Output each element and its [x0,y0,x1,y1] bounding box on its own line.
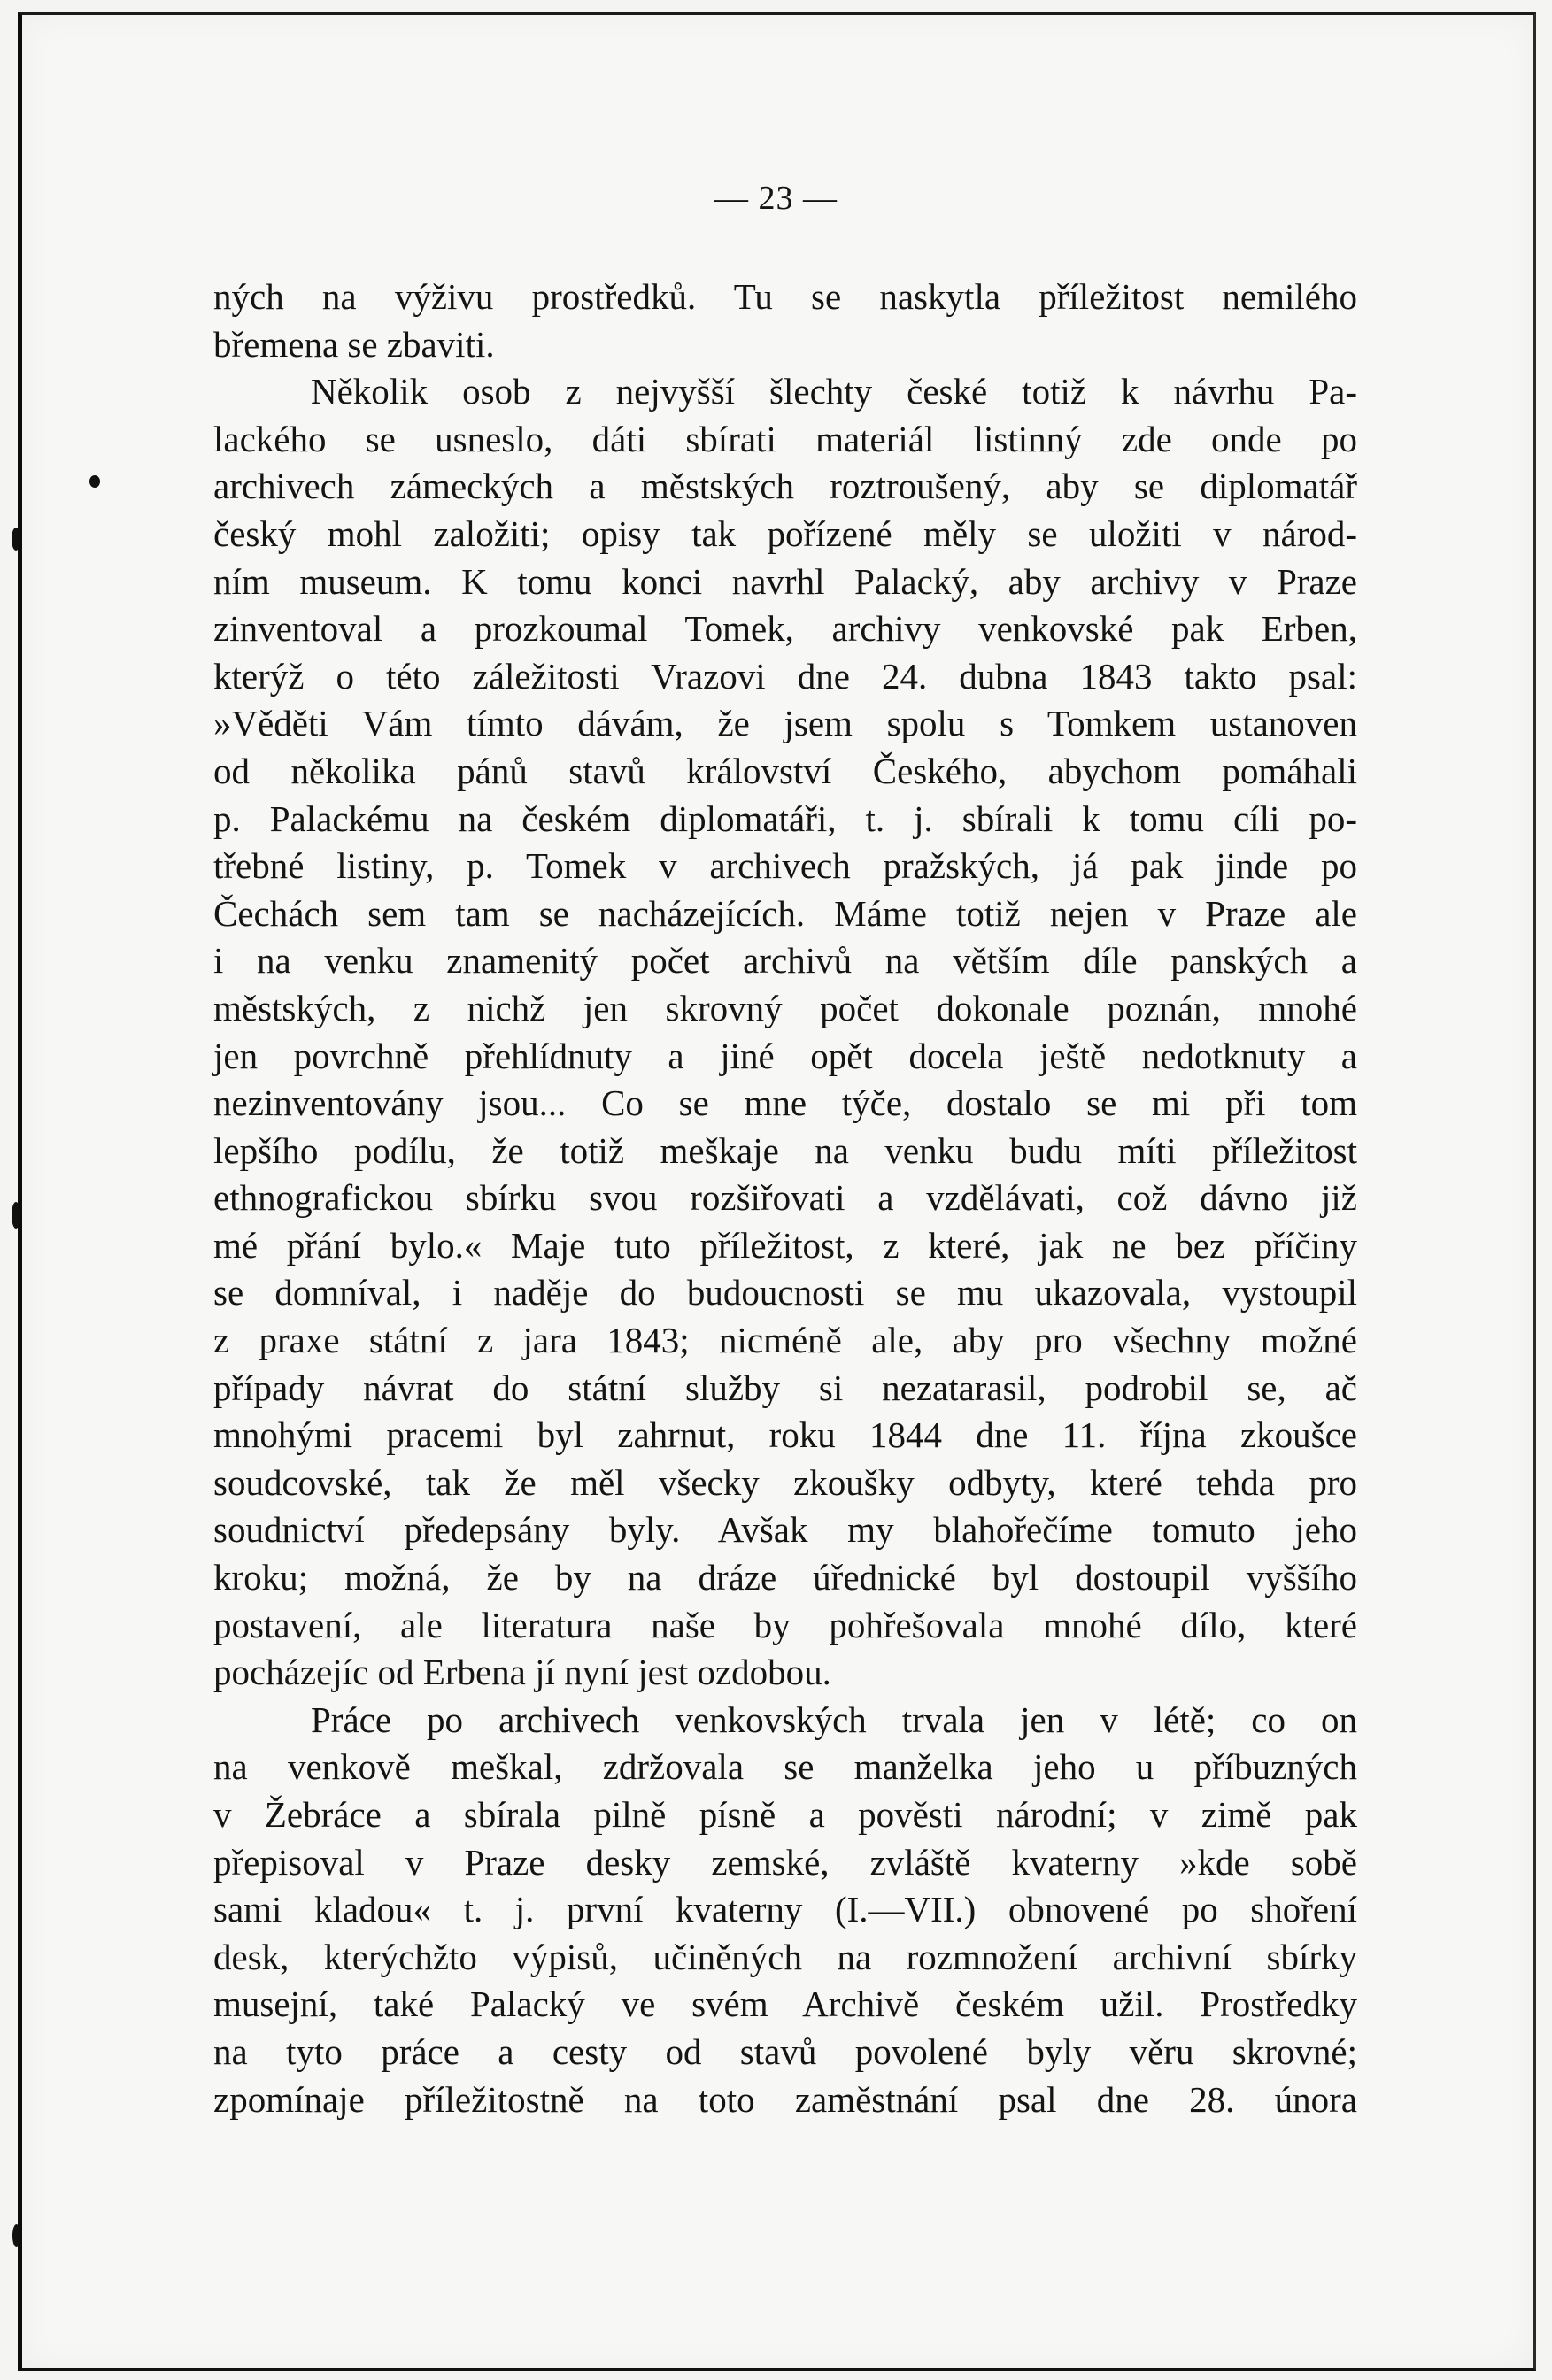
text-line: třebné listiny, p. Tomek v archivech pražských, já pak jinde po [213,845,1357,887]
text-line: od několika pánů stavů království Českého, abychom pomáhali [213,750,1357,791]
text-line: z praxe státní z jara 1843; nicméně ale, aby pro všechny možné [213,1320,1357,1361]
margin-speck [12,528,20,551]
text-line: ním museum. K tomu konci navrhl Palacký, aby archivy v Praze [213,560,1357,602]
paragraph [213,273,1357,368]
text-line: pocházejíc od Erbena jí nyní jest ozdobou. [213,1652,831,1693]
text-line: lackého se usneslo, dáti sbírati materiál listinný zde onde po [213,418,1357,459]
text-line: český mohl založiti; opisy tak pořízené měly se uložiti v národ- [213,512,1357,554]
text-line: ných na výživu prostředků. Tu se naskytla příležitost nemilého [213,276,1357,317]
text-line: na venkově meškal, zdržovala se manželka jeho u příbuzných [213,1746,1357,1788]
text-line: soudnictví předepsány byly. Avšak my blahořečíme tomuto jeho [213,1509,1357,1551]
text-line: mnohými pracemi byl zahrnut, roku 1844 dne 11. října zkoušce [213,1414,1357,1456]
paragraph [213,368,1357,1697]
text-line: lepšího podílu, že totiž meškaje na venku budu míti příležitost [213,1129,1357,1171]
text-line: jen povrchně přehlídnuty a jiné opět docela ještě nedotknuty a [213,1035,1357,1076]
text-line: »Věděti Vám tímto dávám, že jsem spolu s Tomkem ustanoven [213,703,1357,744]
text-line: Práce po archivech venkovských trvala jen v létě; co on [311,1698,1357,1740]
text-line: se domníval, i naděje do budoucnosti se mu ukazovala, vystoupil [213,1272,1357,1313]
body-text [213,273,1357,2123]
text-line: kroku; možná, že by na dráze úřednické byl dostoupil vyššího [213,1557,1357,1598]
text-line: nezinventovány jsou... Co se mne týče, dostalo se mi při tom [213,1082,1357,1124]
text-line: archivech zámeckých a městských roztroušený, aby se diplomatář [213,466,1357,507]
text-line: ethnografickou sbírku svou rozšiřovati a vzdělávati, což dávno již [213,1177,1357,1219]
text-line: zpomínaje příležitostně na toto zaměstnání psal dne 28. února [213,2078,1357,2120]
text-line: přepisoval v Praze desky zemské, zvláště kvaterny »kde sobě [213,1841,1357,1883]
text-line: případy návrat do státní služby si nezatarasil, podrobil se, ač [213,1367,1357,1408]
text-line: v Žebráce a sbírala pilně písně a pověsti národní; v zimě pak [213,1794,1357,1835]
margin-speck [12,1202,20,1229]
text-line: p. Palackému na českém diplomatáři, t. j. sbírali k tomu cíli po- [213,797,1357,839]
margin-speck [12,2224,20,2247]
text-line: na tyto práce a cesty od stavů povolené byly věru skrovné; [213,2030,1357,2072]
text-line: mé přání bylo.« Maje tuto příležitost, z které, jak ne bez příčiny [213,1224,1357,1266]
text-line: Několik osob z nejvyšší šlechty české totiž k návrhu Pa- [311,371,1357,412]
text-line: musejní, také Palacký ve svém Archivě českém užil. Prostředky [213,1983,1357,2025]
text-line: zinventoval a prozkoumal Tomek, archivy venkovské pak Erben, [213,608,1357,650]
text-line: i na venku znamenitý počet archivů na větším díle panských a [213,940,1357,982]
text-line: desk, kterýchžto výpisů, učiněných na rozmnožení archivní sbírky [213,1936,1357,1977]
text-line: břemena se zbaviti. [213,323,495,365]
text-line: sami kladou« t. j. první kvaterny (I.—VII.) obnovené po shoření [213,1889,1357,1930]
text-line: městských, z nichž jen skrovný počet dokonale poznán, mnohé [213,987,1357,1028]
paragraph [213,1697,1357,2123]
text-line: postavení, ale literatura naše by pohřešovala mnohé dílo, které [213,1604,1357,1645]
margin-speck [89,475,100,488]
text-line: kterýž o této záležitosti Vrazovi dne 24. dubna 1843 takto psal: [213,655,1357,697]
text-line: Čechách sem tam se nacházejících. Máme totiž nejen v Praze ale [213,892,1357,934]
page-number: — 23 — [714,180,838,217]
text-line: soudcovské, tak že měl všecky zkoušky odbyty, které tehda pro [213,1461,1357,1503]
